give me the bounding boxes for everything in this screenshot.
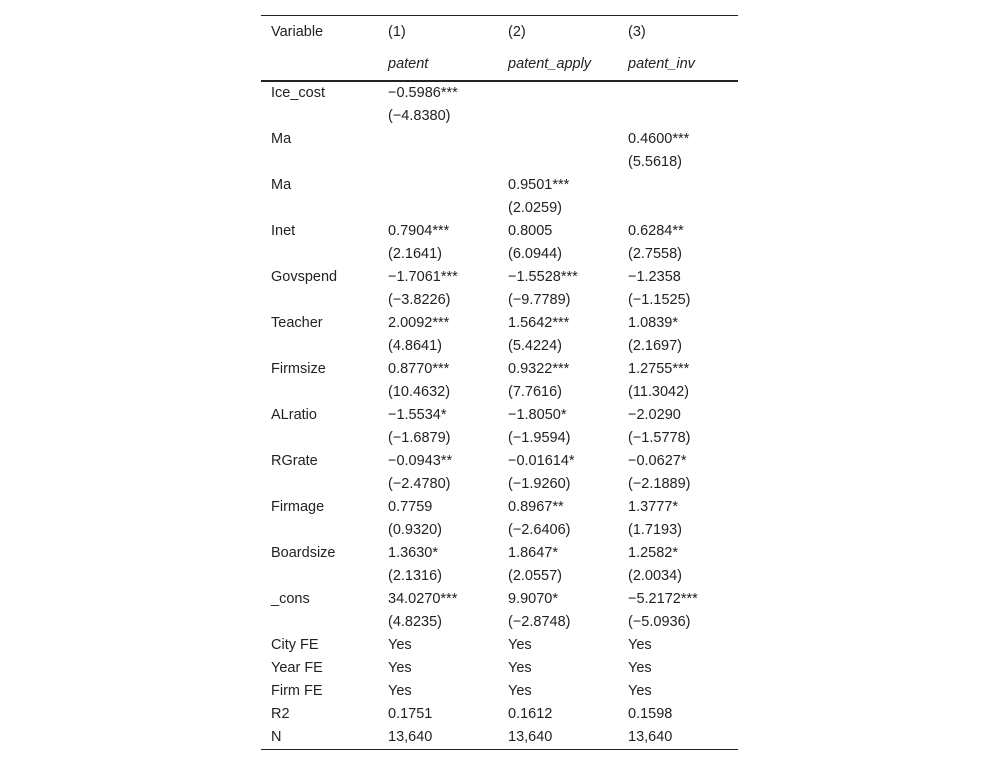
cell-model-3: (2.1697) xyxy=(628,338,683,354)
table-row xyxy=(261,427,738,450)
cell-model-2: 0.9501*** xyxy=(508,177,570,193)
variable-column-header: Variable xyxy=(261,16,378,50)
table-row xyxy=(261,496,738,519)
row-label: N xyxy=(261,726,378,750)
cell-model-2: 1.8647* xyxy=(508,545,558,561)
table-body xyxy=(261,81,738,750)
cell-model-1: −0.0943** xyxy=(388,453,453,469)
cell-model-3: (2.0034) xyxy=(628,568,683,584)
table-row xyxy=(261,289,738,312)
cell-model-3: (5.5618) xyxy=(628,154,683,170)
cell-model-3: −1.2358 xyxy=(628,269,681,285)
cell-model-2: 0.8005 xyxy=(508,223,553,239)
cell-model-1: Yes xyxy=(388,637,412,653)
model-1-header: (1) xyxy=(378,16,498,50)
cell-model-3: (−1.1525) xyxy=(628,292,691,308)
row-label xyxy=(261,427,378,450)
model-3-header: (3) xyxy=(618,16,738,50)
cell-model-1: 2.0092*** xyxy=(388,315,450,331)
cell-model-1: (−4.8380) xyxy=(388,108,451,124)
cell-model-1: 0.7904*** xyxy=(388,223,450,239)
table-row xyxy=(261,450,738,473)
cell-model-1: 0.1751 xyxy=(388,706,433,722)
cell-model-3: −5.2172*** xyxy=(628,591,698,607)
cell-model-1: (4.8641) xyxy=(388,338,443,354)
table-row xyxy=(261,266,738,289)
table-row xyxy=(261,358,738,381)
table-row xyxy=(261,243,738,266)
table-row xyxy=(261,634,738,657)
table-row xyxy=(261,657,738,680)
cell-model-2: 0.1612 xyxy=(508,706,553,722)
table-row xyxy=(261,220,738,243)
table-row xyxy=(261,404,738,427)
row-label: Boardsize xyxy=(271,545,336,561)
table-row xyxy=(261,680,738,703)
cell-model-3: (11.3042) xyxy=(628,384,689,400)
cell-model-2: (−1.9260) xyxy=(508,476,571,492)
cell-model-2 xyxy=(498,128,618,151)
cell-model-1: (2.1641) xyxy=(388,246,443,262)
cell-model-1: −0.5986*** xyxy=(388,85,458,101)
cell-model-1: 0.7759 xyxy=(388,499,433,515)
row-label xyxy=(261,197,378,220)
variable-column-header-blank xyxy=(261,49,378,81)
cell-model-1 xyxy=(378,151,498,174)
cell-model-2: (2.0259) xyxy=(508,200,563,216)
cell-model-2: (−2.8748) xyxy=(508,614,571,630)
table-row xyxy=(261,726,738,750)
table-row xyxy=(261,519,738,542)
cell-model-3 xyxy=(618,197,738,220)
row-label: ALratio xyxy=(271,407,317,423)
row-label: City FE xyxy=(271,637,319,653)
cell-model-3: (−2.1889) xyxy=(628,476,691,492)
dependent-var-1: patent xyxy=(378,49,498,81)
cell-model-2: −1.5528*** xyxy=(508,269,578,285)
cell-model-2: Yes xyxy=(508,683,532,699)
cell-model-2: (−9.7789) xyxy=(508,292,571,308)
row-label: Year FE xyxy=(271,660,323,676)
cell-model-3: 0.4600*** xyxy=(628,131,690,147)
cell-model-1: −1.5534* xyxy=(388,407,447,423)
table-row xyxy=(261,174,738,197)
table-row xyxy=(261,381,738,404)
regression-table xyxy=(261,15,738,750)
row-label: Inet xyxy=(271,223,296,239)
table-row xyxy=(261,703,738,726)
table-row xyxy=(261,565,738,588)
cell-model-2: 0.9322*** xyxy=(508,361,570,377)
cell-model-1 xyxy=(378,197,498,220)
regression-table-container xyxy=(261,15,738,750)
cell-model-3: 0.1598 xyxy=(628,706,673,722)
cell-model-2: (−2.6406) xyxy=(508,522,571,538)
header-row-model-numbers xyxy=(261,16,738,50)
row-label xyxy=(261,519,378,542)
cell-model-2: (7.7616) xyxy=(508,384,563,400)
row-label: Govspend xyxy=(271,269,338,285)
row-label xyxy=(261,611,378,634)
cell-model-1: Yes xyxy=(388,683,412,699)
table-row xyxy=(261,197,738,220)
row-label xyxy=(261,565,378,588)
row-label xyxy=(261,289,378,312)
cell-model-1: (−3.8226) xyxy=(388,292,451,308)
cell-model-2 xyxy=(498,81,618,105)
table-row xyxy=(261,81,738,105)
row-label: Ice_cost xyxy=(271,85,325,101)
cell-model-3 xyxy=(618,105,738,128)
cell-model-2: (6.0944) xyxy=(508,246,563,262)
cell-model-2: 9.9070* xyxy=(508,591,558,607)
cell-model-2: Yes xyxy=(508,637,532,653)
cell-model-1 xyxy=(378,128,498,151)
cell-model-3: 1.3777* xyxy=(628,499,678,515)
row-label: Firm FE xyxy=(271,683,323,699)
cell-model-1: (−2.4780) xyxy=(388,476,451,492)
cell-model-1: (10.4632) xyxy=(388,384,451,400)
table-row xyxy=(261,128,738,151)
cell-model-3: 1.2755*** xyxy=(628,361,690,377)
cell-model-3: (2.7558) xyxy=(628,246,683,262)
cell-model-2: 13,640 xyxy=(498,726,618,750)
row-label: Ma xyxy=(271,131,292,147)
cell-model-1: 0.8770*** xyxy=(388,361,450,377)
row-label xyxy=(261,335,378,358)
table-row xyxy=(261,473,738,496)
dependent-var-2: patent_apply xyxy=(498,49,618,81)
cell-model-3: (−5.0936) xyxy=(628,614,691,630)
table-row xyxy=(261,105,738,128)
row-label: _cons xyxy=(271,591,310,607)
cell-model-3: 1.2582* xyxy=(628,545,678,561)
cell-model-3: 1.0839* xyxy=(628,315,678,331)
table-row xyxy=(261,542,738,565)
table-header xyxy=(261,16,738,82)
cell-model-2: −0.01614* xyxy=(508,453,575,469)
cell-model-3: (1.7193) xyxy=(628,522,683,538)
table-row xyxy=(261,312,738,335)
cell-model-1: (2.1316) xyxy=(388,568,443,584)
cell-model-3: Yes xyxy=(628,637,652,653)
cell-model-1: (0.9320) xyxy=(388,522,443,538)
table-row xyxy=(261,335,738,358)
row-label: Firmage xyxy=(271,499,325,515)
cell-model-3 xyxy=(618,174,738,197)
row-label: RGrate xyxy=(271,453,318,469)
cell-model-2 xyxy=(498,151,618,174)
cell-model-3: Yes xyxy=(628,660,652,676)
table-row xyxy=(261,151,738,174)
cell-model-2: 1.5642*** xyxy=(508,315,570,331)
row-label xyxy=(261,151,378,174)
cell-model-1: 1.3630* xyxy=(388,545,438,561)
row-label: R2 xyxy=(271,706,290,722)
cell-model-2: 0.8967** xyxy=(508,499,564,515)
cell-model-1: 34.0270*** xyxy=(388,591,458,607)
cell-model-2: −1.8050* xyxy=(508,407,567,423)
model-2-header: (2) xyxy=(498,16,618,50)
cell-model-1: (4.8235) xyxy=(388,614,443,630)
row-label: Teacher xyxy=(271,315,323,331)
cell-model-1: −1.7061*** xyxy=(388,269,458,285)
cell-model-2: (−1.9594) xyxy=(508,430,571,446)
cell-model-2: (5.4224) xyxy=(508,338,563,354)
cell-model-3: (−1.5778) xyxy=(628,430,691,446)
cell-model-3: 0.6284** xyxy=(628,223,684,239)
cell-model-2: Yes xyxy=(508,660,532,676)
cell-model-1: (−1.6879) xyxy=(388,430,451,446)
table-row xyxy=(261,588,738,611)
cell-model-2: (2.0557) xyxy=(508,568,563,584)
cell-model-2 xyxy=(498,105,618,128)
row-label: Firmsize xyxy=(271,361,326,377)
cell-model-3 xyxy=(618,81,738,105)
cell-model-3: −2.0290 xyxy=(628,407,681,423)
cell-model-3: −0.0627* xyxy=(628,453,687,469)
row-label xyxy=(261,381,378,404)
header-row-dependent-vars xyxy=(261,49,738,81)
cell-model-3: 13,640 xyxy=(618,726,738,750)
row-label xyxy=(261,105,378,128)
dependent-var-3: patent_inv xyxy=(618,49,738,81)
row-label: Ma xyxy=(271,177,292,193)
table-row xyxy=(261,611,738,634)
cell-model-1: Yes xyxy=(388,660,412,676)
cell-model-1: 13,640 xyxy=(378,726,498,750)
row-label xyxy=(261,473,378,496)
cell-model-3: Yes xyxy=(628,683,652,699)
cell-model-1 xyxy=(378,174,498,197)
row-label xyxy=(261,243,378,266)
